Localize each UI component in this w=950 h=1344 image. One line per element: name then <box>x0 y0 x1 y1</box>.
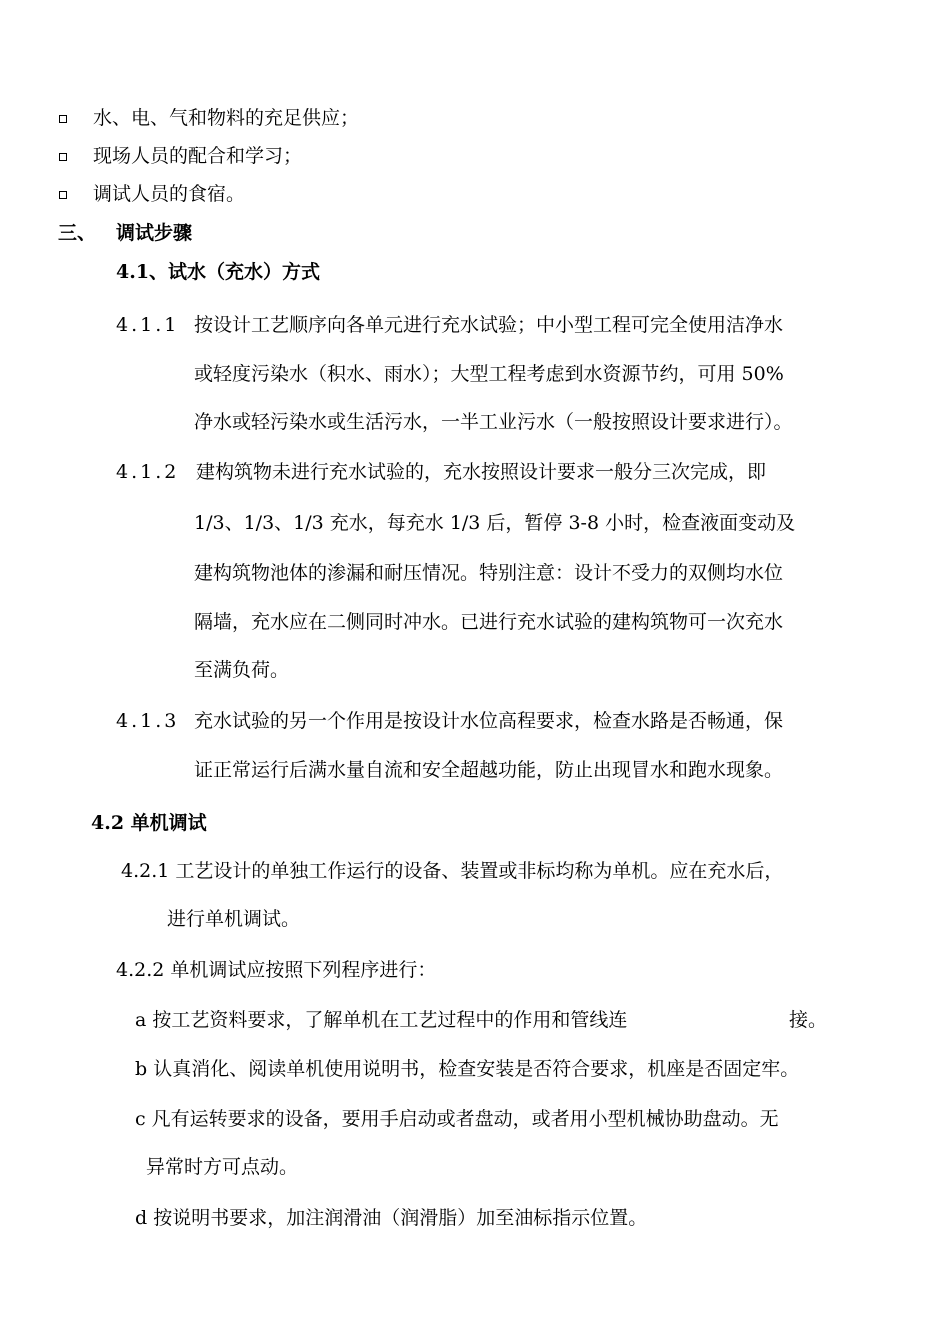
bullet-item: 现场人员的配合和学习； <box>93 145 303 167</box>
bullet-square-icon <box>59 115 67 123</box>
paragraph-line: 或轻度污染水（积水、雨水）；大型工程考虑到水资源节约，可用 50% <box>194 363 784 385</box>
list-item-c: c 凡有运转要求的设备，要用手启动或者盘动，或者用小型机械协助盘动。无 <box>135 1108 779 1130</box>
bullet-square-icon <box>59 153 67 161</box>
item-number-4-1-3: 4.1.3 <box>116 710 180 732</box>
item-number-4-1-1: 4.1.1 <box>116 314 180 336</box>
bullet-square-icon <box>59 191 67 199</box>
paragraph-line: 至满负荷。 <box>194 659 290 681</box>
paragraph-line: 充水试验的另一个作用是按设计水位高程要求，检查水路是否畅通，保 <box>194 710 784 732</box>
section-title: 调试步骤 <box>116 222 193 244</box>
bullet-item: 调试人员的食宿。 <box>93 183 246 205</box>
paragraph-line: 建构筑物池体的渗漏和耐压情况。特别注意：设计不受力的双侧均水位 <box>194 562 784 584</box>
paragraph-line: 证正常运行后满水量自流和安全超越功能，防止出现冒水和跑水现象。 <box>194 759 784 781</box>
subsection-heading-4-2: 4.2 单机调试 <box>91 812 207 834</box>
paragraph-line: 净水或轻污染水或生活污水，一半工业污水（一般按照设计要求进行）。 <box>194 411 793 433</box>
paragraph-line: 4.2.1 工艺设计的单独工作运行的设备、装置或非标均称为单机。应在充水后， <box>121 860 784 882</box>
list-item-c-cont: 异常时方可点动。 <box>146 1156 299 1178</box>
item-number-4-1-2: 4.1.2 <box>116 461 180 483</box>
list-item-d: d 按说明书要求，加注润滑油（润滑脂）加至油标指示位置。 <box>135 1207 648 1229</box>
paragraph-line: 按设计工艺顺序向各单元进行充水试验；中小型工程可完全使用洁净水 <box>194 314 784 336</box>
paragraph-line: 隔墙，充水应在二侧同时冲水。已进行充水试验的建构筑物可一次充水 <box>194 611 784 633</box>
list-item-a-tail: 接。 <box>789 1009 828 1031</box>
paragraph-line: 进行单机调试。 <box>167 908 301 930</box>
section-number: 三、 <box>58 222 97 244</box>
list-item-a: a 按工艺资料要求，了解单机在工艺过程中的作用和管线连 <box>135 1009 628 1031</box>
paragraph-line: 建构筑物未进行充水试验的，充水按照设计要求一般分三次完成，即 <box>196 461 767 483</box>
list-item-b: b 认真消化、阅读单机使用说明书，检查安装是否符合要求，机座是否固定牢。 <box>135 1058 800 1080</box>
paragraph-line: 1/3、1/3、1/3 充水，每充水 1/3 后，暂停 3-8 小时，检查液面变动及 <box>194 512 796 534</box>
bullet-item: 水、电、气和物料的充足供应； <box>93 107 360 129</box>
subsection-heading-4-1: 4.1、试水（充水）方式 <box>116 261 321 283</box>
paragraph-line: 4.2.2 单机调试应按照下列程序进行： <box>116 959 437 981</box>
